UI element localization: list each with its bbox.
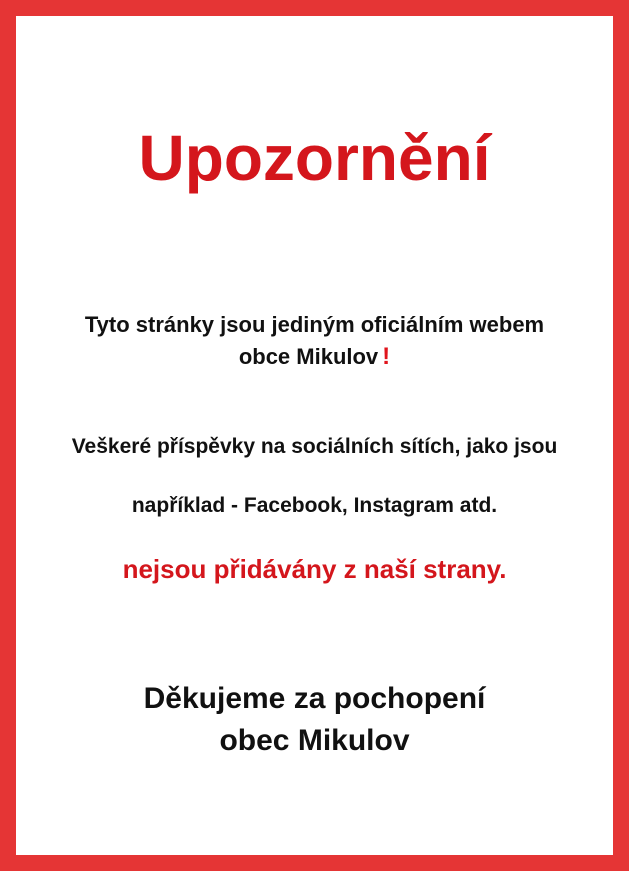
thanks-text: Děkujeme za pochopení bbox=[143, 682, 486, 715]
social-media-line-2: například - Facebook, Instagram atd. bbox=[131, 494, 498, 517]
official-website-line-1: Tyto stránky jsou jediným oficiálním webem bbox=[84, 312, 545, 337]
social-media-line-1: Veškeré příspěvky na sociálních sítích, jako jsou bbox=[71, 435, 558, 458]
signature-text: obec Mikulov bbox=[219, 724, 410, 757]
municipality-name: obce Mikulov bbox=[238, 344, 379, 369]
official-website-line-2 bbox=[0, 342, 629, 372]
exclamation-mark: ! bbox=[382, 343, 391, 370]
notice-title: Upozornění bbox=[138, 122, 491, 194]
warning-text: nejsou přidávány z naší strany. bbox=[122, 554, 507, 584]
